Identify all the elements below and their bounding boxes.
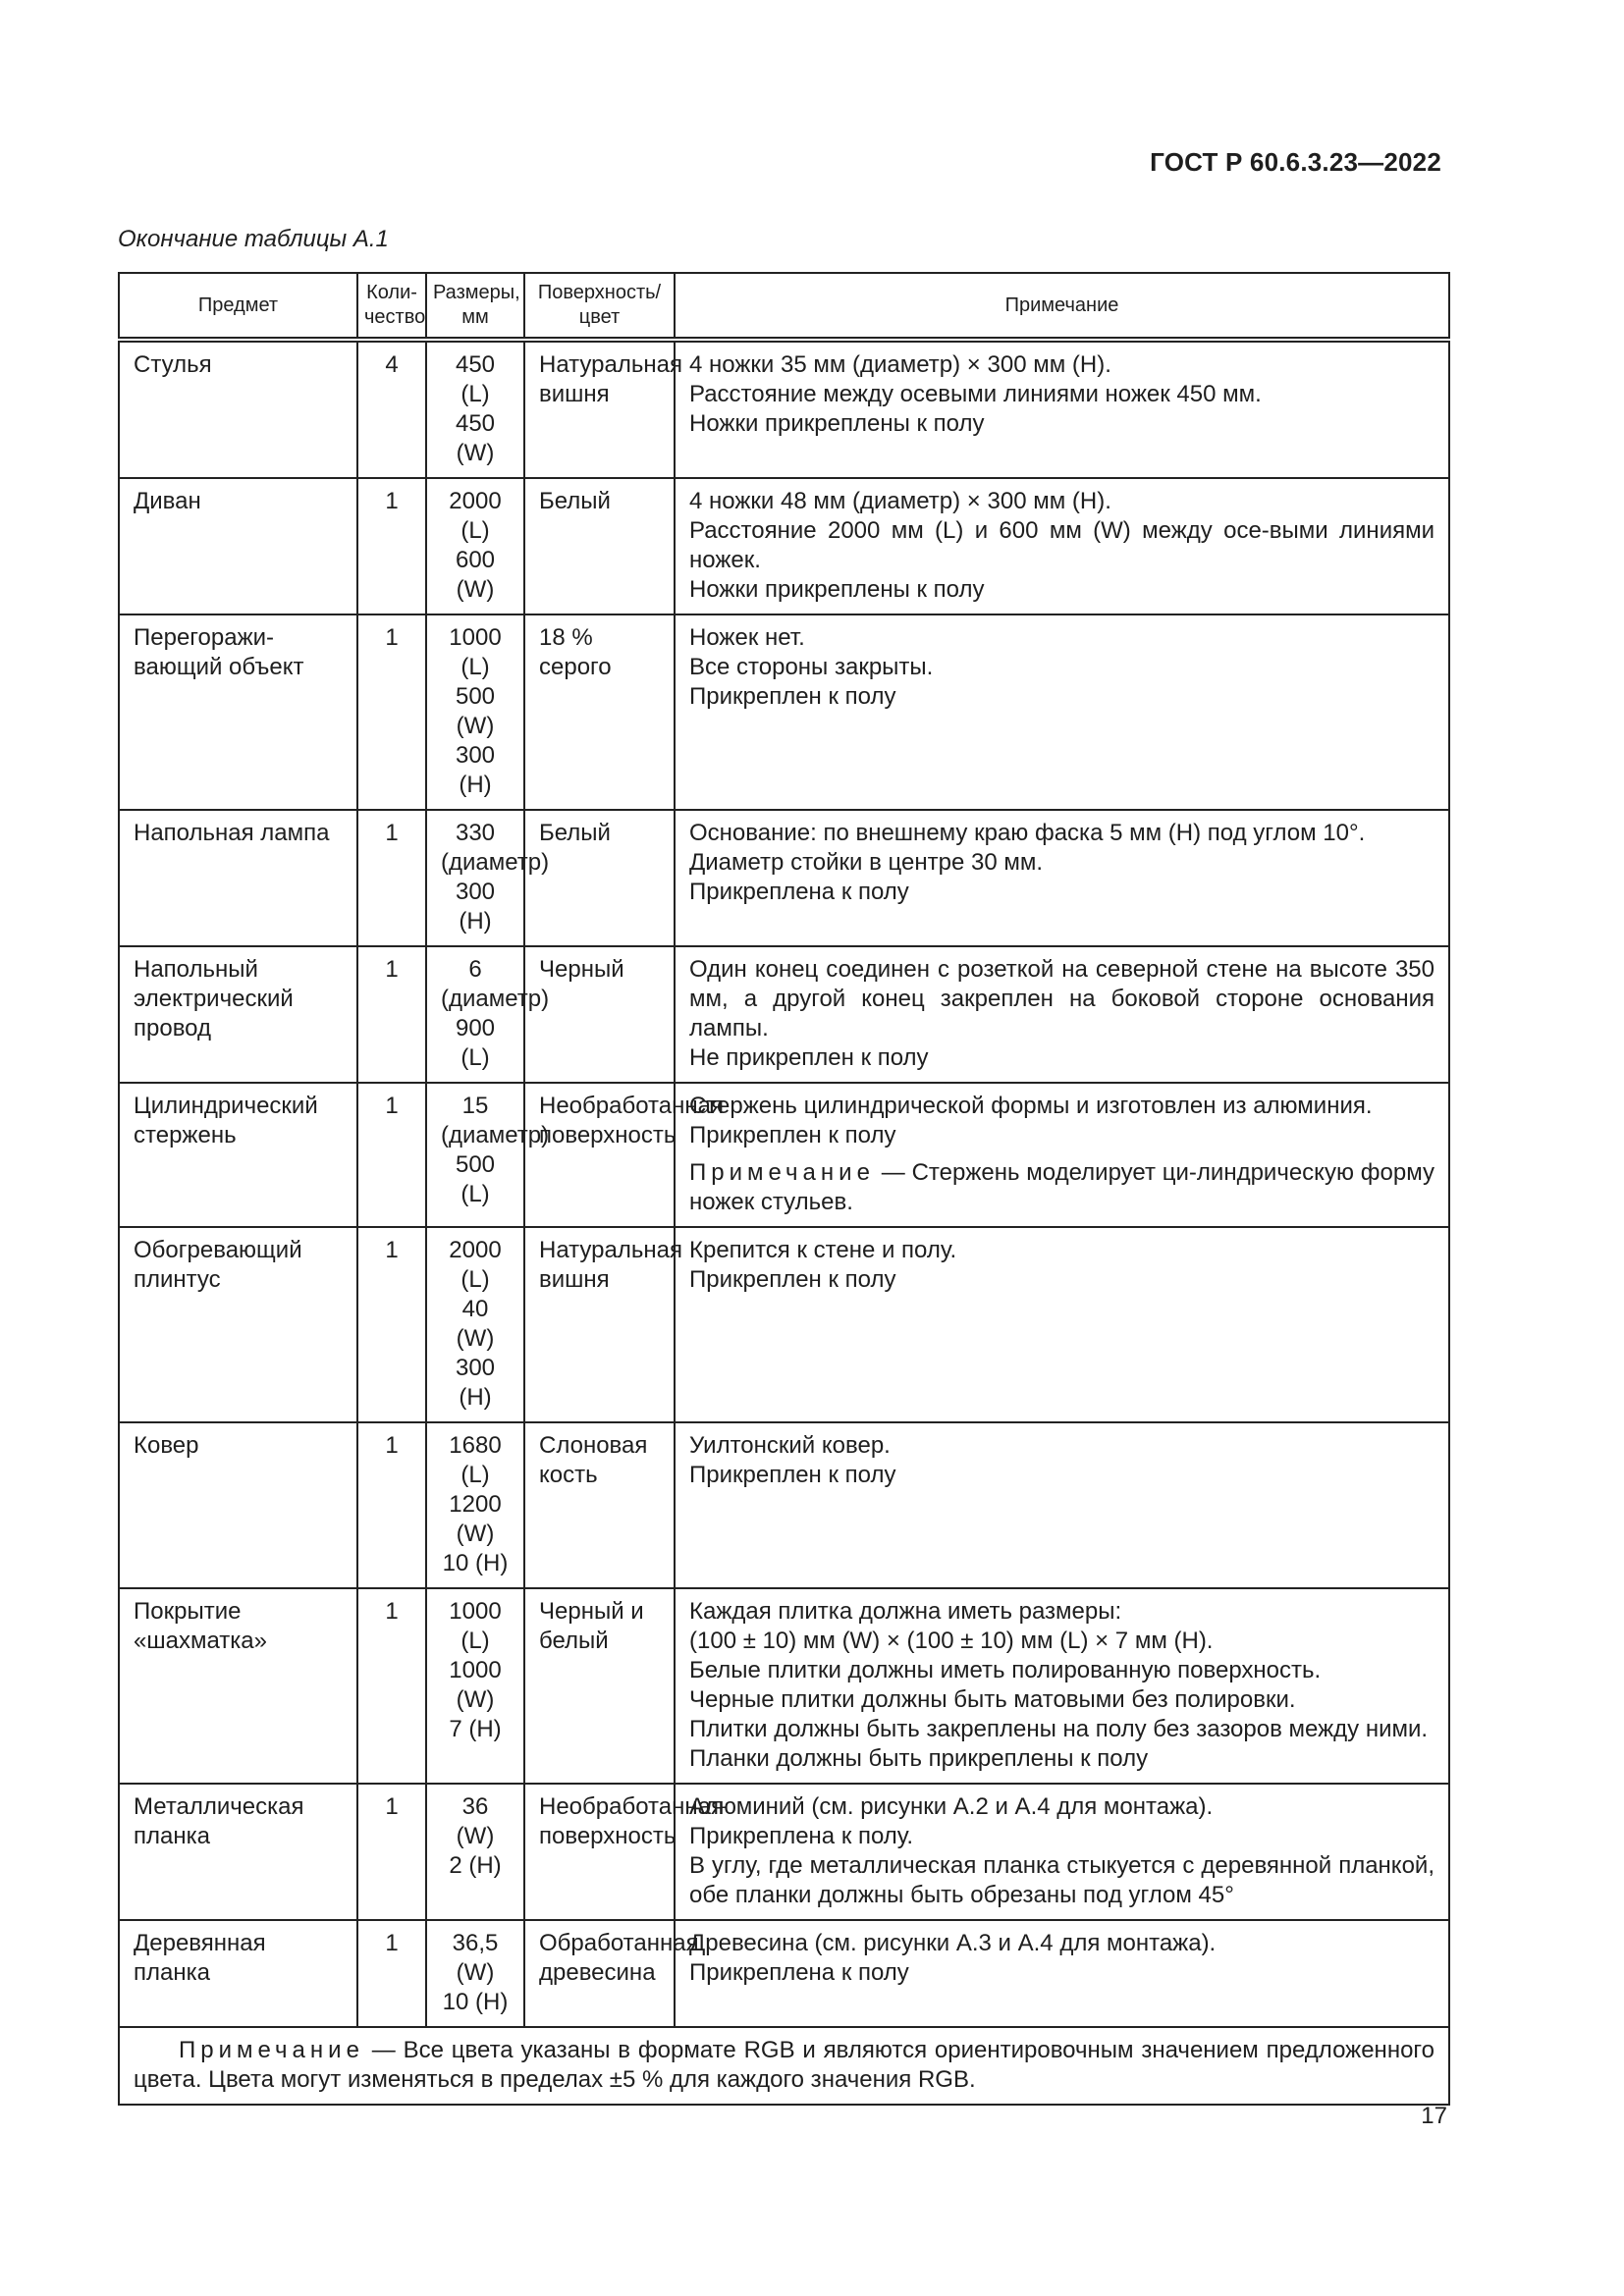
note-line: Белые плитки должны иметь полированную поверхность.	[689, 1657, 1322, 1683]
cell-size	[426, 1227, 524, 1422]
size-line: 1680 (L)	[449, 1432, 502, 1488]
size-line: 500 (W)	[455, 683, 496, 739]
cell-surface: Белый	[524, 810, 675, 946]
table-row	[119, 1227, 1449, 1422]
size-line: 300 (H)	[455, 1355, 496, 1411]
cell-surface: Белый	[524, 478, 675, 614]
note-line: Прикреплена к полу	[689, 1959, 909, 1986]
cell-item: Обогревающий плинтус	[119, 1227, 357, 1422]
note-line: Прикреплен к полу	[689, 683, 896, 710]
cell-note	[675, 1784, 1449, 1920]
cell-item: Напольный электрический провод	[119, 946, 357, 1083]
cell-qty: 1	[357, 810, 426, 946]
cell-surface: Необработанная поверхность	[524, 1784, 675, 1920]
size-line: 2 (H)	[449, 1852, 502, 1879]
cell-surface: Черный и белый	[524, 1588, 675, 1784]
cell-item: Стулья	[119, 340, 357, 478]
cell-qty: 1	[357, 1784, 426, 1920]
cell-surface: Необработанная поверхность	[524, 1083, 675, 1227]
table-row	[119, 1784, 1449, 1920]
note-line: Планки должны быть прикреплены к полу	[689, 1745, 1149, 1772]
note-line: Расстояние 2000 мм (L) и 600 мм (W) между осе-выми линиями ножек.	[689, 517, 1435, 573]
cell-surface: Обработанная древесина	[524, 1920, 675, 2027]
table-footnote	[119, 2027, 1449, 2105]
table-row	[119, 340, 1449, 478]
cell-note	[675, 340, 1449, 478]
cell-note	[675, 478, 1449, 614]
note-line: 4 ножки 48 мм (диаметр) × 300 мм (H).	[689, 488, 1111, 514]
size-line: 500 (L)	[455, 1151, 496, 1207]
size-line: 2000 (L)	[449, 488, 502, 544]
size-line: 450 (W)	[455, 410, 496, 466]
col-header-size: Размеры, мм	[426, 273, 524, 340]
cell-size	[426, 1784, 524, 1920]
footnote-text: — Все цвета указаны в формате RGB и являются ориентировочным значением предложенного цвета. Цвета могут изменяться в пределах ±5 % для каждого значения RGB.	[134, 2037, 1435, 2093]
table-row	[119, 1920, 1449, 2027]
cell-qty: 1	[357, 1920, 426, 2027]
cell-note	[675, 946, 1449, 1083]
cell-qty: 1	[357, 1588, 426, 1784]
note-line: Прикреплен к полу	[689, 1122, 896, 1148]
note-line: Один конец соединен с розеткой на северной стене на высоте 350 мм, а другой конец закреплен на боковой стороне основания лампы.	[689, 956, 1435, 1041]
cell-item: Цилиндрический стержень	[119, 1083, 357, 1227]
note-line: Древесина (см. рисунки А.3 и А.4 для монтажа).	[689, 1930, 1217, 1956]
cell-size	[426, 946, 550, 1083]
table-row	[119, 1588, 1449, 1784]
table-row	[119, 478, 1449, 614]
cell-surface: Черный	[524, 946, 675, 1083]
col-header-item: Предмет	[119, 273, 357, 340]
cell-qty: 1	[357, 478, 426, 614]
cell-qty: 4	[357, 340, 426, 478]
note-line: Плитки должны быть закреплены на полу без зазоров между ними.	[689, 1716, 1429, 1742]
cell-size	[426, 340, 524, 478]
cell-note	[675, 1588, 1449, 1784]
table-row	[119, 1083, 1449, 1227]
cell-size	[426, 614, 524, 810]
cell-qty: 1	[357, 1083, 426, 1227]
size-line: (диаметр)	[441, 849, 550, 876]
table-header-row	[119, 273, 1449, 340]
note-line: Ножки прикреплены к полу	[689, 410, 985, 437]
cell-item: Ковер	[119, 1422, 357, 1588]
footnote-label: Примечание	[179, 2037, 364, 2063]
size-line: (диаметр)	[441, 986, 550, 1012]
note-line: Алюминий (см. рисунки А.2 и А.4 для монтажа).	[689, 1793, 1214, 1820]
cell-size	[426, 1588, 524, 1784]
note-line: Уилтонский ковер.	[689, 1432, 891, 1459]
size-line: 300 (H)	[455, 879, 496, 934]
note-line: Диаметр стойки в центре 30 мм.	[689, 849, 1043, 876]
cell-size	[426, 1920, 524, 2027]
note-line: Не прикреплен к полу	[689, 1044, 929, 1071]
cell-size	[426, 1422, 524, 1588]
size-line: 2000 (L)	[449, 1237, 502, 1293]
cell-note	[675, 810, 1449, 946]
size-line: 1000 (L)	[449, 624, 502, 680]
cell-item: Покрытие «шахматка»	[119, 1588, 357, 1784]
size-line: 10 (H)	[442, 1550, 509, 1576]
table-row	[119, 810, 1449, 946]
note-line: (100 ± 10) мм (W) × (100 ± 10) мм (L) × 7 мм (H).	[689, 1628, 1214, 1654]
size-line: 7 (H)	[449, 1716, 502, 1742]
note-line: 4 ножки 35 мм (диаметр) × 300 мм (H).	[689, 351, 1111, 378]
col-header-surface: Поверхность/цвет	[524, 273, 675, 340]
cell-qty: 1	[357, 946, 426, 1083]
objects-table	[118, 272, 1450, 2106]
cell-sub-note	[689, 1158, 1435, 1217]
cell-qty: 1	[357, 1422, 426, 1588]
col-header-qty: Коли- чество	[357, 273, 426, 340]
table-footnote-row	[119, 2027, 1449, 2105]
size-line: 36 (W)	[456, 1793, 495, 1849]
cell-surface: Слоновая кость	[524, 1422, 675, 1588]
size-line: 15	[461, 1093, 489, 1119]
note-line: Прикреплен к полу	[689, 1266, 896, 1293]
size-line: 300 (H)	[455, 742, 496, 798]
size-line: 450 (L)	[455, 351, 496, 407]
size-line: 330	[455, 820, 496, 846]
document-code: ГОСТ Р 60.6.3.23—2022	[1150, 147, 1441, 177]
cell-item: Напольная лампа	[119, 810, 357, 946]
note-line: Черные плитки должны быть матовыми без полировки.	[689, 1686, 1296, 1713]
sub-note-text: — Стержень моделирует ци-линдрическую форму ножек стульев.	[689, 1159, 1435, 1215]
cell-item: Деревянная планка	[119, 1920, 357, 2027]
note-line: Прикреплена к полу	[689, 879, 909, 905]
size-line: 6	[468, 956, 482, 983]
table-body	[119, 340, 1449, 2027]
size-line: 1000 (W)	[449, 1657, 502, 1713]
cell-size	[426, 478, 524, 614]
cell-note	[675, 1920, 1449, 2027]
cell-item: Диван	[119, 478, 357, 614]
size-line: (диаметр)	[441, 1122, 550, 1148]
size-line: 36,5 (W)	[452, 1930, 499, 1986]
cell-note	[675, 614, 1449, 810]
cell-note	[675, 1422, 1449, 1588]
note-line: Все стороны закрыты.	[689, 654, 934, 680]
note-line: Основание: по внешнему краю фаска 5 мм (H) под углом 10°.	[689, 820, 1366, 846]
note-line: Каждая плитка должна иметь размеры:	[689, 1598, 1122, 1625]
size-line: 1000 (L)	[449, 1598, 502, 1654]
col-header-note: Примечание	[675, 273, 1449, 340]
size-line: 10 (H)	[442, 1989, 509, 2015]
size-line: 1200 (W)	[449, 1491, 502, 1547]
table-caption: Окончание таблицы А.1	[118, 226, 389, 252]
note-line: Прикреплена к полу.	[689, 1823, 914, 1849]
note-line: Ножек нет.	[689, 624, 805, 651]
cell-size	[426, 1083, 550, 1227]
cell-surface: Натуральная вишня	[524, 1227, 675, 1422]
cell-note	[675, 1083, 1449, 1227]
cell-surface: 18 % серого	[524, 614, 675, 810]
page-number: 17	[1421, 2103, 1447, 2129]
note-line: Прикреплен к полу	[689, 1462, 896, 1488]
cell-surface: Натуральная вишня	[524, 340, 675, 478]
size-line: 600 (W)	[455, 547, 496, 603]
size-line: 40 (W)	[456, 1296, 495, 1352]
cell-item: Перегоражи-вающий объект	[119, 614, 357, 810]
note-line: Крепится к стене и полу.	[689, 1237, 957, 1263]
note-line: Ножки прикреплены к полу	[689, 576, 985, 603]
cell-qty: 1	[357, 614, 426, 810]
cell-size	[426, 810, 550, 946]
cell-note	[675, 1227, 1449, 1422]
cell-item: Металлическая планка	[119, 1784, 357, 1920]
size-line: 900 (L)	[455, 1015, 496, 1071]
table-row	[119, 946, 1449, 1083]
note-line: Стержень цилиндрической формы и изготовлен из алюминия.	[689, 1093, 1373, 1119]
cell-qty: 1	[357, 1227, 426, 1422]
note-line: Расстояние между осевыми линиями ножек 450 мм.	[689, 381, 1262, 407]
table-row	[119, 1422, 1449, 1588]
note-line: В углу, где металлическая планка стыкуется с деревянной планкой, обе планки должны быть обрезаны под углом 45°	[689, 1852, 1435, 1908]
table-row	[119, 614, 1449, 810]
sub-note-label: Примечание	[689, 1159, 875, 1186]
